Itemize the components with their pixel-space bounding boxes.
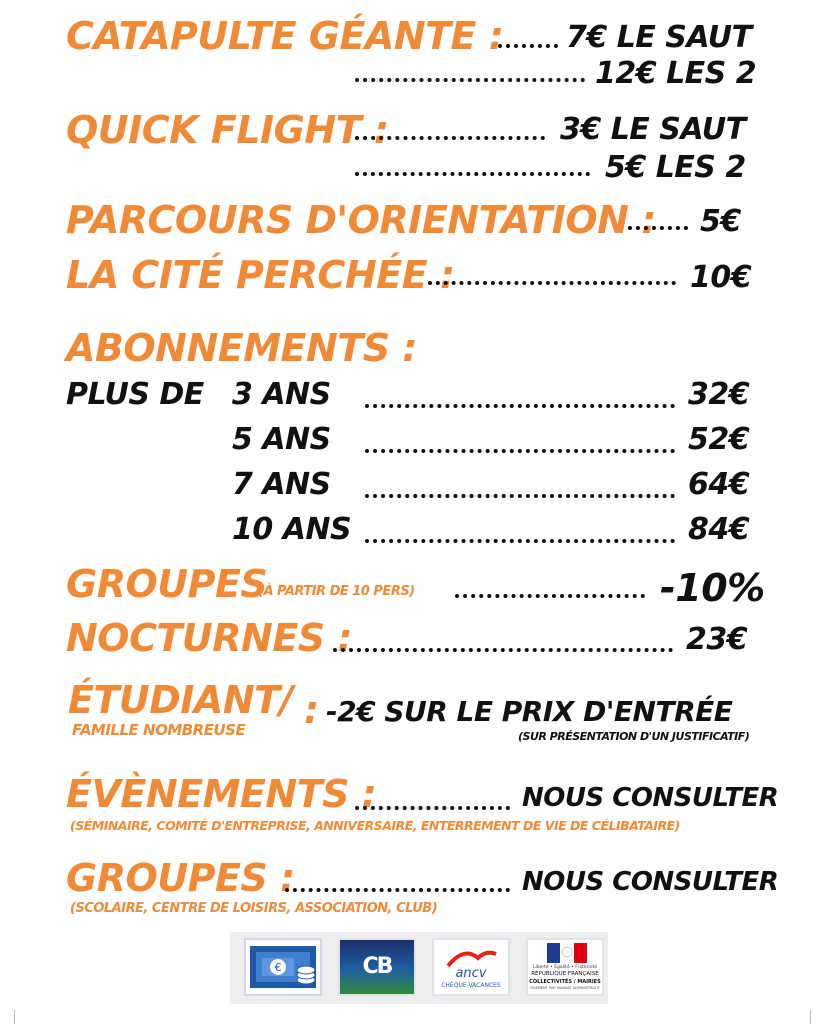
payment-logos — [230, 932, 608, 1004]
orientation-price: 5€ — [700, 204, 741, 239]
dot-leader — [365, 539, 675, 543]
groupes-discount-label: GROUPES — [66, 562, 268, 606]
etudiant-colon: : — [304, 688, 319, 732]
rf-fine: PAIEMENT PAR MANDAT ADMINISTRATIF — [530, 986, 600, 990]
rf-name: RÉPUBLIQUE FRANÇAISE — [531, 971, 599, 977]
groupes-contact-note: (SCOLAIRE, CENTRE DE LOISIRS, ASSOCIATION, CLUB) — [70, 901, 438, 916]
abonnement-price: 84€ — [688, 512, 750, 547]
svg-text:€: € — [274, 961, 282, 974]
cite-perchee-price: 10€ — [690, 260, 752, 295]
cb-text: CB — [362, 954, 392, 979]
groupes-contact-value: NOUS CONSULTER — [522, 867, 779, 897]
quick-flight-label: QUICK FLIGHT : — [66, 108, 389, 152]
etudiant-value: -2€ SUR LE PRIX D'ENTRÉE — [326, 695, 733, 728]
etudiant-label: ÉTUDIANT/ — [68, 678, 293, 722]
republique-francaise-logo — [526, 938, 604, 996]
dot-leader — [355, 806, 510, 810]
dot-leader — [365, 449, 675, 453]
marianne-flag-icon — [547, 943, 587, 963]
dot-leader — [355, 136, 545, 140]
cite-perchee-label: LA CITÉ PERCHÉE : — [66, 253, 455, 297]
crop-mark — [810, 1010, 811, 1024]
groupes-discount-note: (À PARTIR DE 10 PERS) — [258, 584, 415, 599]
ancv-logo — [432, 938, 510, 996]
catapulte-price-double: 12€ LES 2 — [595, 56, 757, 91]
dot-leader — [285, 888, 510, 892]
dot-leader — [365, 494, 675, 498]
abonnement-price: 32€ — [688, 377, 750, 412]
dot-leader — [498, 44, 558, 48]
quick-flight-price-double: 5€ LES 2 — [605, 150, 746, 185]
dot-leader — [365, 404, 675, 408]
rf-sub: COLLECTIVITÉS / MAIRIES — [529, 979, 601, 985]
groupes-contact-label: GROUPES : — [66, 856, 295, 900]
dot-leader — [455, 594, 645, 598]
ancv-text: ancv — [455, 966, 487, 981]
dot-leader — [333, 648, 673, 652]
crop-mark — [14, 1010, 15, 1024]
dot-leader — [355, 172, 590, 176]
groupes-discount-value: -10% — [660, 566, 765, 610]
cash-logo — [244, 938, 322, 996]
abonnements-prefix: PLUS DE — [66, 377, 204, 412]
etudiant-sublabel: FAMILLE NOMBREUSE — [72, 721, 246, 739]
ancv-subtext: CHÈQUE-VACANCES — [441, 982, 501, 989]
nocturnes-label: NOCTURNES : — [66, 616, 353, 660]
cb-logo — [338, 938, 416, 996]
abonnement-price: 52€ — [688, 422, 750, 457]
abonnement-duration: 3 ANS — [232, 377, 331, 412]
banknote-icon — [246, 940, 320, 994]
abonnement-duration: 5 ANS — [232, 422, 331, 457]
quick-flight-price-single: 3€ LE SAUT — [560, 112, 746, 147]
catapulte-price-single: 7€ LE SAUT — [566, 20, 752, 55]
dot-leader — [628, 226, 688, 230]
orientation-label: PARCOURS D'ORIENTATION : — [66, 198, 656, 242]
abonnement-price: 64€ — [688, 467, 750, 502]
rf-motto: Liberté • Égalité • Fraternité — [532, 965, 598, 970]
abonnement-duration: 7 ANS — [232, 467, 331, 502]
dot-leader — [428, 281, 676, 285]
evenements-value: NOUS CONSULTER — [522, 783, 779, 813]
etudiant-note: (SUR PRÉSENTATION D'UN JUSTIFICATIF) — [518, 730, 750, 743]
evenements-note: (SÉMINAIRE, COMITÉ D'ENTREPRISE, ANNIVERSAIRE, ENTERREMENT DE VIE DE CÉLIBATAIRE) — [70, 818, 680, 833]
abonnement-duration: 10 ANS — [232, 512, 352, 547]
nocturnes-price: 23€ — [686, 622, 748, 657]
dot-leader — [355, 78, 585, 82]
evenements-label: ÉVÈNEMENTS : — [66, 772, 377, 816]
abonnements-title: ABONNEMENTS : — [66, 326, 418, 370]
catapulte-label: CATAPULTE GÉANTE : — [66, 14, 504, 58]
